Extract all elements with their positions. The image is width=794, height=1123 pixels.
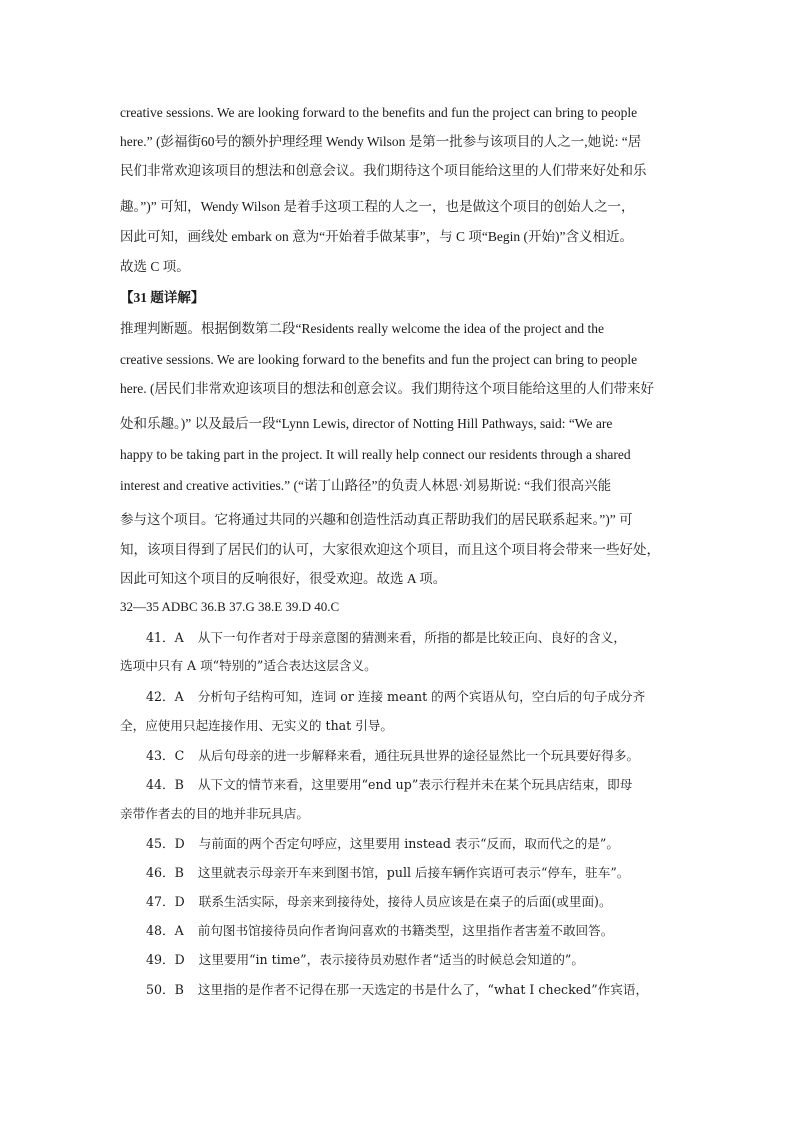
answer-46 xyxy=(120,863,710,883)
answer-50 xyxy=(120,980,710,1000)
answer-text: 这里指的是作者不记得在那一天选定的书是什么了，“what I checked”作宾语， xyxy=(197,982,649,997)
text-line: creative sessions. We are looking forward to the benefits and fun the project can bring to people xyxy=(120,352,638,367)
text-line: 参与这个项目。它将通过共同的兴趣和创造性活动真正帮助我们的居民联系起来。”)” 可 xyxy=(120,512,633,527)
answer-41 xyxy=(120,628,710,648)
answer-44 xyxy=(120,775,710,795)
answer-number: 41．A xyxy=(146,630,184,645)
answer-text: 联系生活实际，母亲来到接待处，接待人员应该是在桌子的后面(或里面)。 xyxy=(198,894,612,909)
answer-text: 前句图书馆接待员向作者询问喜欢的书籍类型，这里指作者害羞不敢回答。 xyxy=(197,923,614,938)
answer-45 xyxy=(120,834,710,854)
answer-number: 45．D xyxy=(146,836,185,851)
answer-44-cont: 亲带作者去的目的地并非玩具店。 xyxy=(120,806,309,821)
answer-42 xyxy=(120,687,710,707)
text-line: creative sessions. We are looking forward to the benefits and fun the project can bring to people xyxy=(120,105,638,120)
answer-text: 从后句母亲的进一步解释来看，通往玩具世界的途径显然比一个玩具要好得多。 xyxy=(198,748,640,763)
answer-43 xyxy=(120,746,710,766)
answer-text: 从下文的情节来看，这里要用“end up”表示行程并未在某个玩具店结束，即母 xyxy=(197,777,633,792)
text-line: 推理判断题。根据倒数第二段“Residents really welcome the idea of the project and the xyxy=(120,321,605,336)
answer-number: 42．A xyxy=(146,689,184,704)
q31-heading: 【31 题详解】 xyxy=(120,290,205,305)
answer-number: 46．B xyxy=(146,865,184,880)
answer-42-cont: 全，应使用只起连接作用、无实义的 that 引导。 xyxy=(120,718,394,733)
answer-number: 48．A xyxy=(146,923,184,938)
answer-49 xyxy=(120,950,710,970)
answer-41-cont: 选项中只有 A 项“特别的”适合表达这层含义。 xyxy=(120,658,377,673)
text-line: 因此可知，画线处 embark on 意为“开始着手做某事”，与 C 项“Begin (开始)”含义相近。 xyxy=(120,229,633,244)
answer-number: 44．B xyxy=(146,777,184,792)
text-line: interest and creative activities.” (“诺丁山路径”的负责人林恩·刘易斯说: “我们很高兴能 xyxy=(120,478,612,493)
text-line: 因此可知这个项目的反响很好，很受欢迎。故选 A 项。 xyxy=(120,571,447,586)
answer-number: 47．D xyxy=(146,894,185,909)
answer-text: 从下一句作者对于母亲意图的猜测来看，所指的都是比较正向、良好的含义， xyxy=(197,630,626,645)
text-line: 故选 C 项。 xyxy=(120,259,190,274)
answer-47 xyxy=(120,892,710,912)
answer-text: 分析句子结构可知，连词 or 连接 meant 的两个宾语从句，空白后的句子成分齐 xyxy=(197,689,646,704)
answer-text: 这里就表示母亲开车来到图书馆，pull 后接车辆作宾语可表示“停车，驻车”。 xyxy=(197,865,630,880)
answer-number: 43．C xyxy=(146,748,185,763)
answer-number: 50．B xyxy=(146,982,184,997)
text-line: 知，该项目得到了居民们的认可，大家很欢迎这个项目，而且这个项目将会带来一些好处， xyxy=(120,542,660,557)
answer-number: 49．D xyxy=(146,952,185,967)
text-line: 处和乐趣。)” 以及最后一段“Lynn Lewis, director of Notting Hill Pathways, said: “We are xyxy=(120,416,613,431)
answer-text: 这里要用“in time”，表示接待员劝慰作者“适当的时候总会知道的”。 xyxy=(198,952,584,967)
text-line: happy to be taking part in the project. It will really help connect our residents through a shared xyxy=(120,447,631,462)
text-line: 民们非常欢迎该项目的想法和创意会议。我们期待这个项目能给这里的人们带来好处和乐 xyxy=(120,163,647,178)
answer-48 xyxy=(120,921,710,941)
text-line: here.” (彭福街60号的额外护理经理 Wendy Wilson 是第一批参与该项目的人之一,她说: “居 xyxy=(120,134,642,149)
text-line: here. (居民们非常欢迎该项目的想法和创意会议。我们期待这个项目能给这里的人们带来好 xyxy=(120,381,654,396)
text-line: 趣。”)” 可知，Wendy Wilson 是着手这项工程的人之一，也是做这个项目的创始人之一， xyxy=(120,199,635,214)
answer-text: 与前面的两个否定句呼应，这里要用 instead 表示“反而，取而代之的是”。 xyxy=(198,836,619,851)
answer-key-row: 32—35 ADBC 36.B 37.G 38.E 39.D 40.C xyxy=(120,599,340,614)
